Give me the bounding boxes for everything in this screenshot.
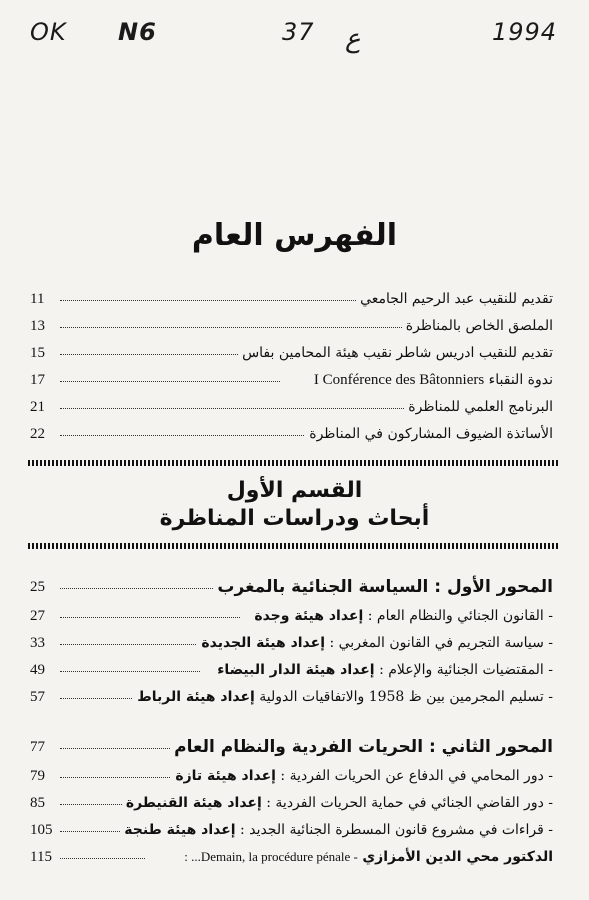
- leader-dots: [60, 644, 220, 645]
- entry-title: - تسليم المجرمين بين ظ 1958 والاتفاقيات الدولية: [259, 689, 553, 705]
- page-number: 85: [30, 795, 45, 811]
- entry-author: إعداد هيئة الجديدة: [201, 635, 326, 651]
- axis-heading-row[interactable]: [30, 736, 553, 760]
- page-number: 33: [30, 635, 45, 651]
- entry-author: إعداد هيئة الدار البيضاء: [217, 662, 375, 678]
- entry-author: إعداد هيئة طنجة: [124, 822, 236, 838]
- leader-dots: [60, 858, 145, 859]
- page-number: 17: [30, 372, 45, 388]
- page-number: 15: [30, 345, 45, 361]
- toc-row[interactable]: [30, 659, 553, 681]
- handwritten-year: 1994: [492, 18, 558, 46]
- handwritten-ok: OK: [30, 18, 67, 46]
- toc-row[interactable]: [30, 846, 553, 868]
- leader-dots: [60, 671, 200, 672]
- handwritten-n6: N6: [118, 18, 157, 46]
- page-number: 25: [30, 579, 45, 595]
- leader-dots: [60, 327, 440, 328]
- entry-author: إعداد هيئة تازة: [175, 768, 276, 784]
- entry-title: - دور المحامي في الدفاع عن الحريات الفردية :: [280, 768, 553, 784]
- entry-text-latin: I Conférence des Bâtonniers: [313, 372, 485, 388]
- entry-title: - القانون الجنائي والنظام العام :: [367, 608, 553, 624]
- toc-row[interactable]: [30, 632, 553, 654]
- entry-text: [171, 765, 553, 787]
- entry-text: الملصق الخاص بالمناظرة: [402, 315, 553, 337]
- entry-title: - سياسة التجريم في القانون المغربي :: [329, 635, 553, 651]
- entry-text: [197, 632, 553, 654]
- entry-text: [133, 686, 553, 708]
- handwritten-ain: ع: [345, 24, 361, 54]
- entry-text: [310, 369, 553, 391]
- page-number: 57: [30, 689, 45, 705]
- toc-row[interactable]: [30, 423, 553, 445]
- entry-title: - قراءات في مشروع قانون المسطرة الجنائية الجديد :: [240, 822, 553, 838]
- toc-row[interactable]: [30, 819, 553, 841]
- entry-title: - المقتضيات الجنائية والإعلام :: [379, 662, 553, 678]
- entry-text: تقديم للنقيب عبد الرحيم الجامعي: [356, 288, 553, 310]
- leader-dots: [60, 617, 240, 618]
- entry-author: إعداد هيئة وجدة: [254, 608, 364, 624]
- toc-row[interactable]: [30, 396, 553, 418]
- main-title: الفهرس العام: [191, 218, 398, 253]
- entry-text: البرنامج العلمي للمناظرة: [404, 396, 553, 418]
- entry-author: إعداد هيئة الرباط: [137, 689, 255, 705]
- page-number: 105: [30, 822, 53, 838]
- handwritten-37: 37: [282, 18, 315, 46]
- leader-dots: [60, 300, 400, 301]
- toc-row[interactable]: [30, 288, 553, 310]
- section-divider: [28, 460, 558, 466]
- leader-dots: [60, 381, 280, 382]
- entry-title: - Demain, la procédure pénale... :: [184, 849, 358, 864]
- axis-two-title: المحور الثاني : الحريات الفردية والنظام العام: [170, 736, 553, 758]
- page-number: 11: [30, 291, 45, 307]
- entry-text: [122, 792, 553, 814]
- leader-dots: [60, 408, 430, 409]
- page-number: 79: [30, 768, 45, 784]
- entry-text: [120, 819, 553, 841]
- page-number: 13: [30, 318, 45, 334]
- entry-text: الأساتذة الضيوف المشاركون في المناظرة: [305, 423, 553, 445]
- page-number: 22: [30, 426, 45, 442]
- toc-row[interactable]: [30, 342, 553, 364]
- page-number: 115: [30, 849, 52, 865]
- section-divider: [28, 543, 558, 549]
- page-number: 77: [30, 739, 45, 755]
- entry-text: تقديم للنقيب ادريس شاطر نقيب هيئة المحامين بفاس: [238, 342, 553, 364]
- toc-row[interactable]: [30, 765, 553, 787]
- axis-one-title: المحور الأول : السياسة الجنائية بالمغرب: [213, 576, 553, 598]
- toc-row[interactable]: [30, 605, 553, 627]
- entry-author: الدكتور محي الدين الأمزازي: [362, 849, 553, 865]
- toc-row[interactable]: [30, 792, 553, 814]
- part-one-title: القسم الأول: [226, 478, 363, 503]
- axis-heading-row[interactable]: [30, 576, 553, 600]
- entry-author: إعداد هيئة القنيطرة: [125, 795, 262, 811]
- entry-text: [180, 846, 553, 868]
- entry-text-arabic: ندوة النقباء: [488, 372, 553, 388]
- page-number: 27: [30, 608, 45, 624]
- part-one-subtitle: أبحاث ودراسات المناظرة: [159, 506, 430, 531]
- page-number: 21: [30, 399, 45, 415]
- entry-text: [213, 659, 553, 681]
- entry-title: - دور القاضي الجنائي في حماية الحريات الفردية :: [266, 795, 553, 811]
- entry-text: [250, 605, 553, 627]
- toc-row[interactable]: [30, 686, 553, 708]
- page-number: 49: [30, 662, 45, 678]
- toc-row[interactable]: [30, 315, 553, 337]
- toc-row[interactable]: [30, 369, 553, 391]
